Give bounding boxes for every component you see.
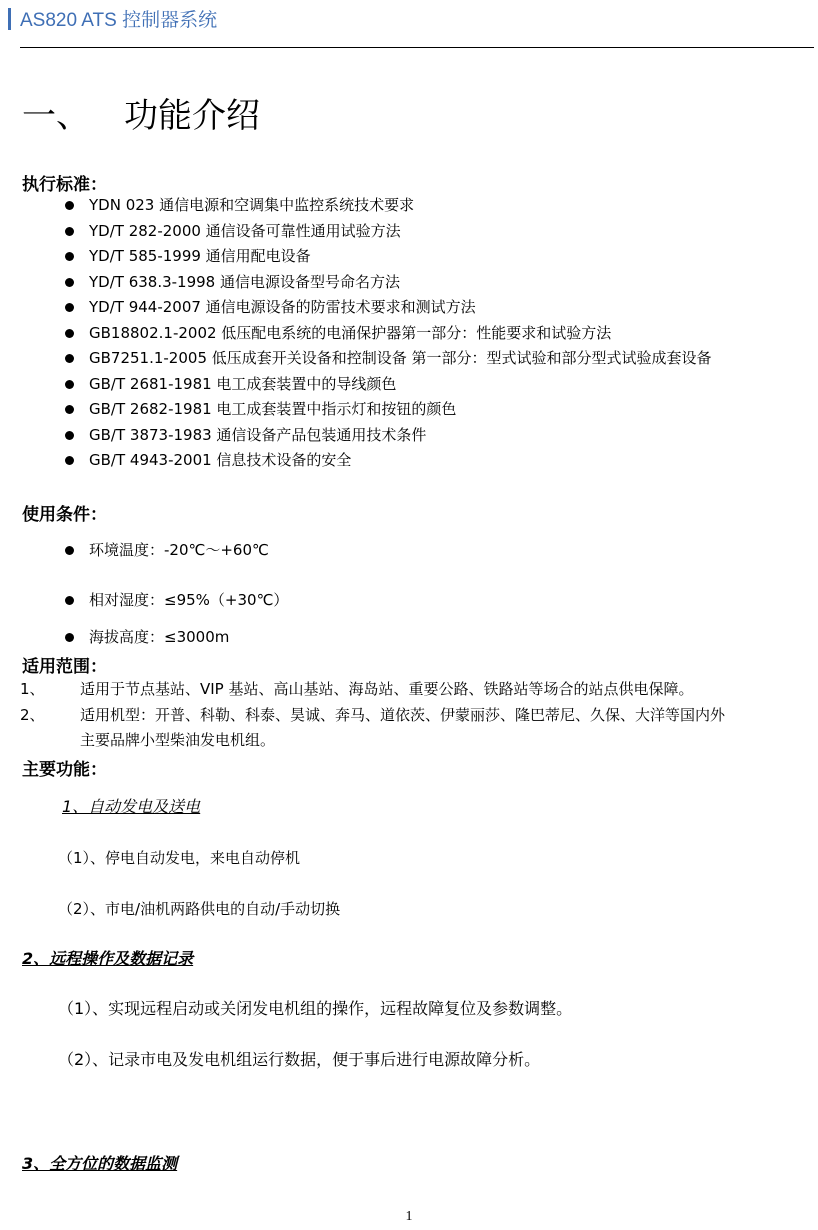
list-item: GB/T 2681-1981 电工成套装置中的导线颜色 [0,372,712,398]
list-item: GB/T 4943-2001 信息技术设备的安全 [0,448,712,474]
header-accent-bar [8,8,11,30]
functions-heading: 主要功能： [22,760,107,780]
list-item: 海拔高度：≤3000m [0,625,229,649]
list-item: 环境温度：-20℃～+60℃ [0,538,269,562]
function-1-item-2: （2）、市电/油机两路供电的自动/手动切换 [58,900,341,918]
page-number: 1 [405,1209,413,1224]
function-1-item-1: （1）、停电自动发电，来电自动停机 [58,849,301,867]
bullet-icon [65,227,74,236]
list-item: GB18802.1-2002 低压配电系统的电涌保护器第一部分：性能要求和试验方法 [0,321,712,347]
standards-heading: 执行标准： [22,175,107,195]
bullet-icon [65,431,74,440]
list-item: YD/T 944-2007 通信电源设备的防雷技术要求和测试方法 [0,295,712,321]
bullet-icon [65,201,74,210]
list-item: 1、 适用于节点基站、VIP 基站、高山基站、海岛站、重要公路、铁路站等场合的站点供电保障。 [0,677,818,702]
chapter-number: 一、 [22,96,90,136]
bullet-icon [65,633,74,642]
bullet-icon [65,329,74,338]
function-2-title: 2、远程操作及数据记录 [22,949,194,968]
list-index: 2、 [20,706,45,724]
bullet-icon [65,354,74,363]
bullet-icon [65,546,74,555]
bullet-icon [65,380,74,389]
list-item: YDN 023 通信电源和空调集中监控系统技术要求 [0,193,712,219]
bullet-icon [65,303,74,312]
function-2-item-1: （1）、实现远程启动或关闭发电机组的操作，远程故障复位及参数调整。 [58,999,573,1018]
list-item: YD/T 282-2000 通信设备可靠性通用试验方法 [0,219,712,245]
list-item: 相对湿度：≤95%（+30℃） [0,588,288,612]
header-title: AS820 ATS 控制器系统 [20,10,218,31]
page-header [0,0,818,48]
scope-heading: 适用范围： [22,657,107,677]
chapter-heading [22,88,260,137]
standards-list [0,193,712,474]
bullet-icon [65,278,74,287]
list-item: GB/T 2682-1981 电工成套装置中指示灯和按钮的颜色 [0,397,712,423]
bullet-icon [65,405,74,414]
conditions-heading: 使用条件： [22,505,107,525]
bullet-icon [65,456,74,465]
function-2-item-2: （2）、记录市电及发电机组运行数据，便于事后进行电源故障分析。 [58,1050,541,1069]
function-3-title: 3、全方位的数据监测 [22,1154,178,1173]
list-item: GB/T 3873-1983 通信设备产品包装通用技术条件 [0,423,712,449]
list-item: YD/T 638.3-1998 通信电源设备型号命名方法 [0,270,712,296]
list-item: YD/T 585-1999 通信用配电设备 [0,244,712,270]
function-1-title: 1、自动发电及送电 [62,797,201,816]
bullet-icon [65,596,74,605]
list-item: 2、 适用机型：开普、科勒、科泰、昊诚、奔马、道依茨、伊蒙丽莎、隆巴蒂尼、久保、大洋等国内外 主要品牌小型柴油发电机组。 [0,703,818,753]
header-divider [20,47,814,48]
list-index: 1、 [20,680,45,698]
bullet-icon [65,252,74,261]
list-item: GB7251.1-2005 低压成套开关设备和控制设备 第一部分：型式试验和部分型式试验成套设备 [0,346,712,372]
chapter-title: 功能介绍 [124,96,260,136]
